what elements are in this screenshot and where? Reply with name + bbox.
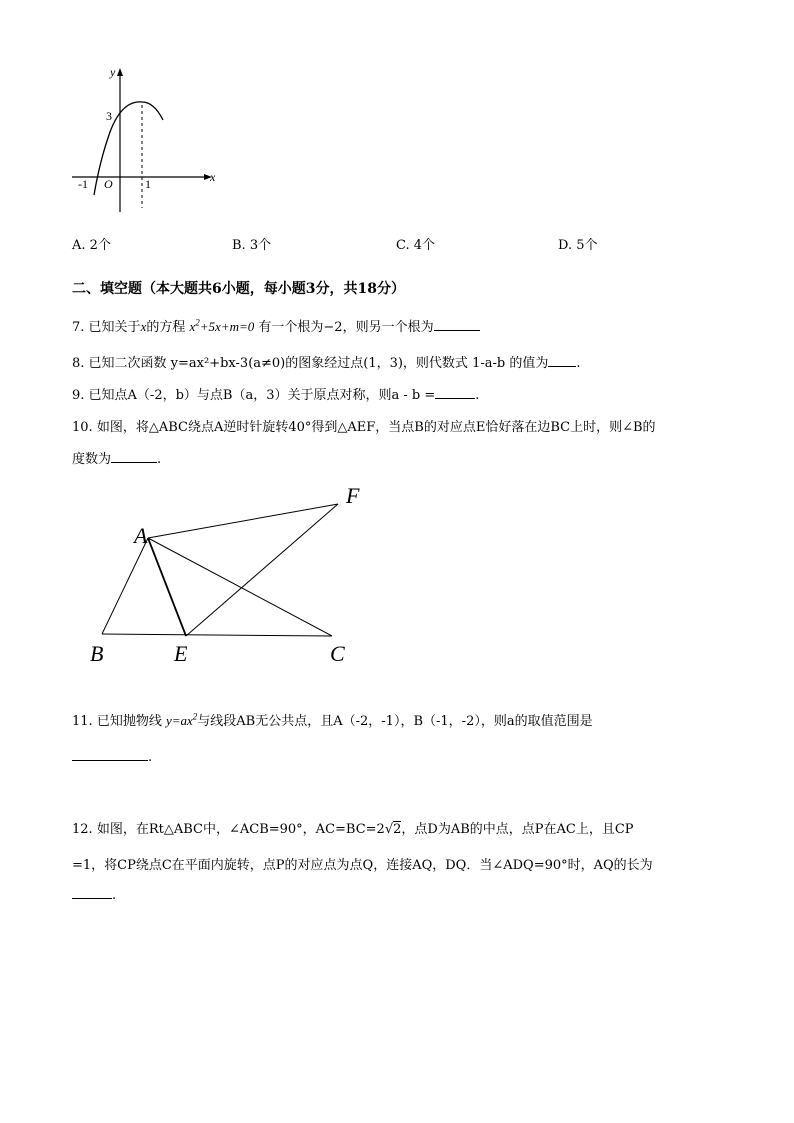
answer-blank[interactable] [435,386,475,399]
q11-text: 已知抛物线 [96,714,162,729]
q7-text-mid: 的方程 [146,320,186,335]
question-number: 7. [72,320,85,335]
tick-label-neg1: -1 [78,177,88,191]
question-11 [72,710,593,729]
y-axis-label: y [110,65,116,79]
question-number: 8. [72,356,85,371]
option-letter: A. [72,238,86,253]
q8-end: . [576,356,581,371]
question-number: 9. [72,388,85,403]
question-number: 11. [72,714,93,729]
q9-end: . [475,388,480,403]
answer-blank[interactable] [72,748,148,761]
point-label-e: E [174,641,188,666]
triangle-figure [80,475,380,675]
q11-equation: $y=ax^2$ [165,711,198,728]
q12-text-b: ，点D为AB的中点，点P在AC上，且CP [401,822,634,837]
question-7 [72,316,480,335]
segment-af [148,504,338,538]
q12-end: . [112,888,117,903]
question-8 [72,352,580,371]
q12-text-2: =1，将CP绕点C在平面内旋转，点P的对应点为点Q，连接AQ，DQ．当∠ADQ=90°时，AQ的长为 [72,858,653,873]
answer-blank[interactable] [72,886,112,899]
q7-text: 已知关于 [88,320,141,335]
tick-label-1: 1 [145,177,151,191]
option-letter: C. [396,238,410,253]
origin-label: O [104,177,113,191]
question-10-line1 [72,416,656,435]
tick-label-3: 3 [106,109,112,123]
sqrt-symbol: √ [384,822,394,837]
point-label-a: A [134,523,148,548]
option-b [232,234,271,253]
option-text: 2个 [89,238,111,253]
q8-text: 已知二次函数 y=ax²+bx-3(a≠0)的图象经过点(1，3)，则代数式 1-a-b 的值为 [88,356,549,371]
q10-text: 如图，将△ABC绕点A逆时针旋转40°得到△AEF，当点B的对应点E恰好落在边BC上时，则∠B的 [96,420,656,435]
q11-end: . [148,750,153,765]
x-axis-label: x [210,170,216,184]
q7-equation: $x^2+5x+m=0$ [189,317,255,334]
question-number: 10. [72,420,93,435]
question-11-answer-line [72,748,152,765]
option-a [72,234,111,253]
q11-text-post: 与线段AB无公共点，且A（-2，-1），B（-1，-2），则a的取值范围是 [197,714,593,729]
answer-blank[interactable] [548,354,576,367]
question-10-line2 [72,448,161,467]
question-12-line1 [72,818,634,837]
segment-bc [102,634,332,636]
q7-var: x [140,319,147,334]
sqrt-arg: 2 [393,822,402,837]
q12-text: 如图，在Rt△ABC中，∠ACB=90°，AC=BC=2 [96,822,385,837]
option-text: 4个 [413,238,436,253]
point-label-b: B [90,641,104,666]
answer-blank[interactable] [434,318,480,331]
segment-ab [102,538,148,634]
q10-text-2: 度数为 [72,452,112,467]
option-text: 3个 [249,238,272,253]
question-12-line2 [72,854,653,873]
option-letter: D. [558,238,573,253]
answer-blank[interactable] [111,450,157,463]
question-number: 12. [72,822,93,837]
q7-text-post: 有一个根为−2，则另一个根为 [258,320,434,335]
option-letter: B. [232,238,246,253]
q9-text: 已知点A（-2，b）与点B（a，3）关于原点对称，则a - b = [88,388,436,403]
q10-end: . [157,452,162,467]
parabola-graph [60,60,230,220]
question-12-answer-line [72,886,116,903]
point-label-c: C [330,641,345,666]
option-d [558,234,598,253]
question-9 [72,384,479,403]
option-text: 5个 [576,238,598,253]
segment-ae [148,538,186,636]
section-heading: 二、填空题（本大题共6小题，每小题3分，共18分） [72,281,405,297]
option-c [396,234,435,253]
segment-ac [148,538,332,636]
point-label-f: F [346,483,360,508]
